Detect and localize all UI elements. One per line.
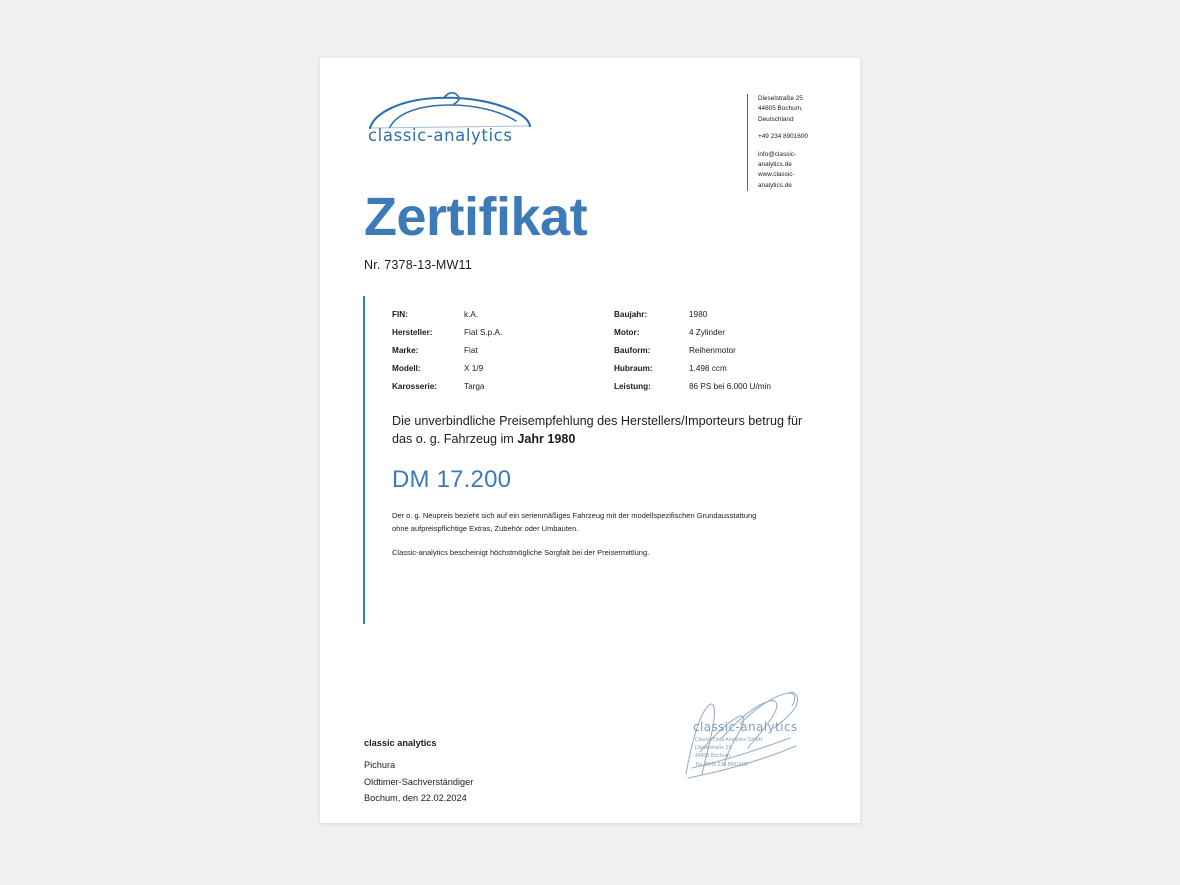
- stamp-line-4: Tel. 0049 234 8901600: [695, 761, 748, 768]
- spec-value: 4 Zylinder: [689, 328, 725, 337]
- stamp-line-1: Classic Data Analytics GmbH: [695, 737, 763, 743]
- stamp-line-2: Dieselstraße 25: [695, 745, 732, 752]
- footer-place-date: Bochum, den 22.02.2024: [364, 793, 467, 804]
- signature-wordmark: classic-analytics: [693, 720, 798, 734]
- spec-label: Hubraum:: [614, 364, 653, 373]
- page-title: Zertifikat: [364, 187, 588, 247]
- title-block: [364, 186, 587, 272]
- footer-name: Pichura: [364, 760, 396, 771]
- spec-value: Reihenmotor: [689, 346, 736, 355]
- spec-value: Fiat: [464, 346, 478, 355]
- address-email: info@classic-analytics.de: [758, 150, 797, 169]
- address-phone: +49 234 8901600: [758, 133, 808, 141]
- spec-label: Leistung:: [614, 382, 651, 391]
- note-diligence: Classic-analytics bescheinigt höchstmögliche Sorgfalt bei der Preisermittlung.: [392, 548, 650, 557]
- lead-text-year: Jahr 1980: [517, 432, 576, 446]
- spec-value: 1980: [689, 310, 708, 319]
- accent-rule: [363, 296, 365, 624]
- spec-label: Modell:: [392, 364, 421, 373]
- spec-value: Fiat S.p.A.: [464, 328, 503, 337]
- spec-value: 86 PS bei 6.000 U/min: [689, 382, 771, 391]
- spec-value: 1.498 ccm: [689, 364, 727, 373]
- certificate-number: Nr. 7378-13-MW11: [364, 258, 472, 272]
- logo-wordmark: classic-analytics: [368, 126, 513, 145]
- footer-role: Oldtimer-Sachverständiger: [364, 776, 474, 787]
- price-lead-text: [392, 412, 822, 448]
- stamp-line-3: 44805 Bochum: [695, 753, 730, 760]
- vehicle-spec-table: [392, 306, 812, 396]
- footer-company: classic analytics: [364, 738, 437, 748]
- note-new-price: Der o. g. Neupreis bezieht sich auf ein serienmäßiges Fahrzeug mit der modellspezifischen Grundausstattung ohne aufpreispflichtige Extras, Zubehör oder Umbauten.: [392, 511, 757, 533]
- document-footer: [364, 735, 473, 807]
- spec-label: Hersteller:: [392, 328, 433, 337]
- spec-value: X 1/9: [464, 364, 484, 373]
- spec-value: k.A.: [464, 310, 479, 319]
- lead-text-regular: Die unverbindliche Preisempfehlung des Herstellers/Importeurs betrug für das o. g. Fahrzeug im: [392, 414, 803, 446]
- address-street: Dieselstraße 25: [758, 95, 803, 102]
- spec-label: Karosserie:: [392, 382, 438, 391]
- spec-label: Motor:: [614, 328, 640, 337]
- spec-label: Baujahr:: [614, 310, 648, 319]
- certificate-sheet: [320, 58, 860, 823]
- signature-stamp-text: [695, 736, 762, 769]
- spec-label: Marke:: [392, 346, 419, 355]
- spec-value: Targa: [464, 382, 485, 391]
- address-city: 44805 Bochum, Deutschland: [758, 105, 803, 123]
- spec-label: FIN:: [392, 310, 408, 319]
- classic-analytics-logo: [364, 88, 539, 150]
- address-web: www.classic-analytics.de: [758, 171, 795, 189]
- spec-label: Bauform:: [614, 346, 651, 355]
- company-address-block: [747, 94, 824, 191]
- price-value: DM 17.200: [392, 466, 512, 493]
- document-header: [364, 88, 824, 189]
